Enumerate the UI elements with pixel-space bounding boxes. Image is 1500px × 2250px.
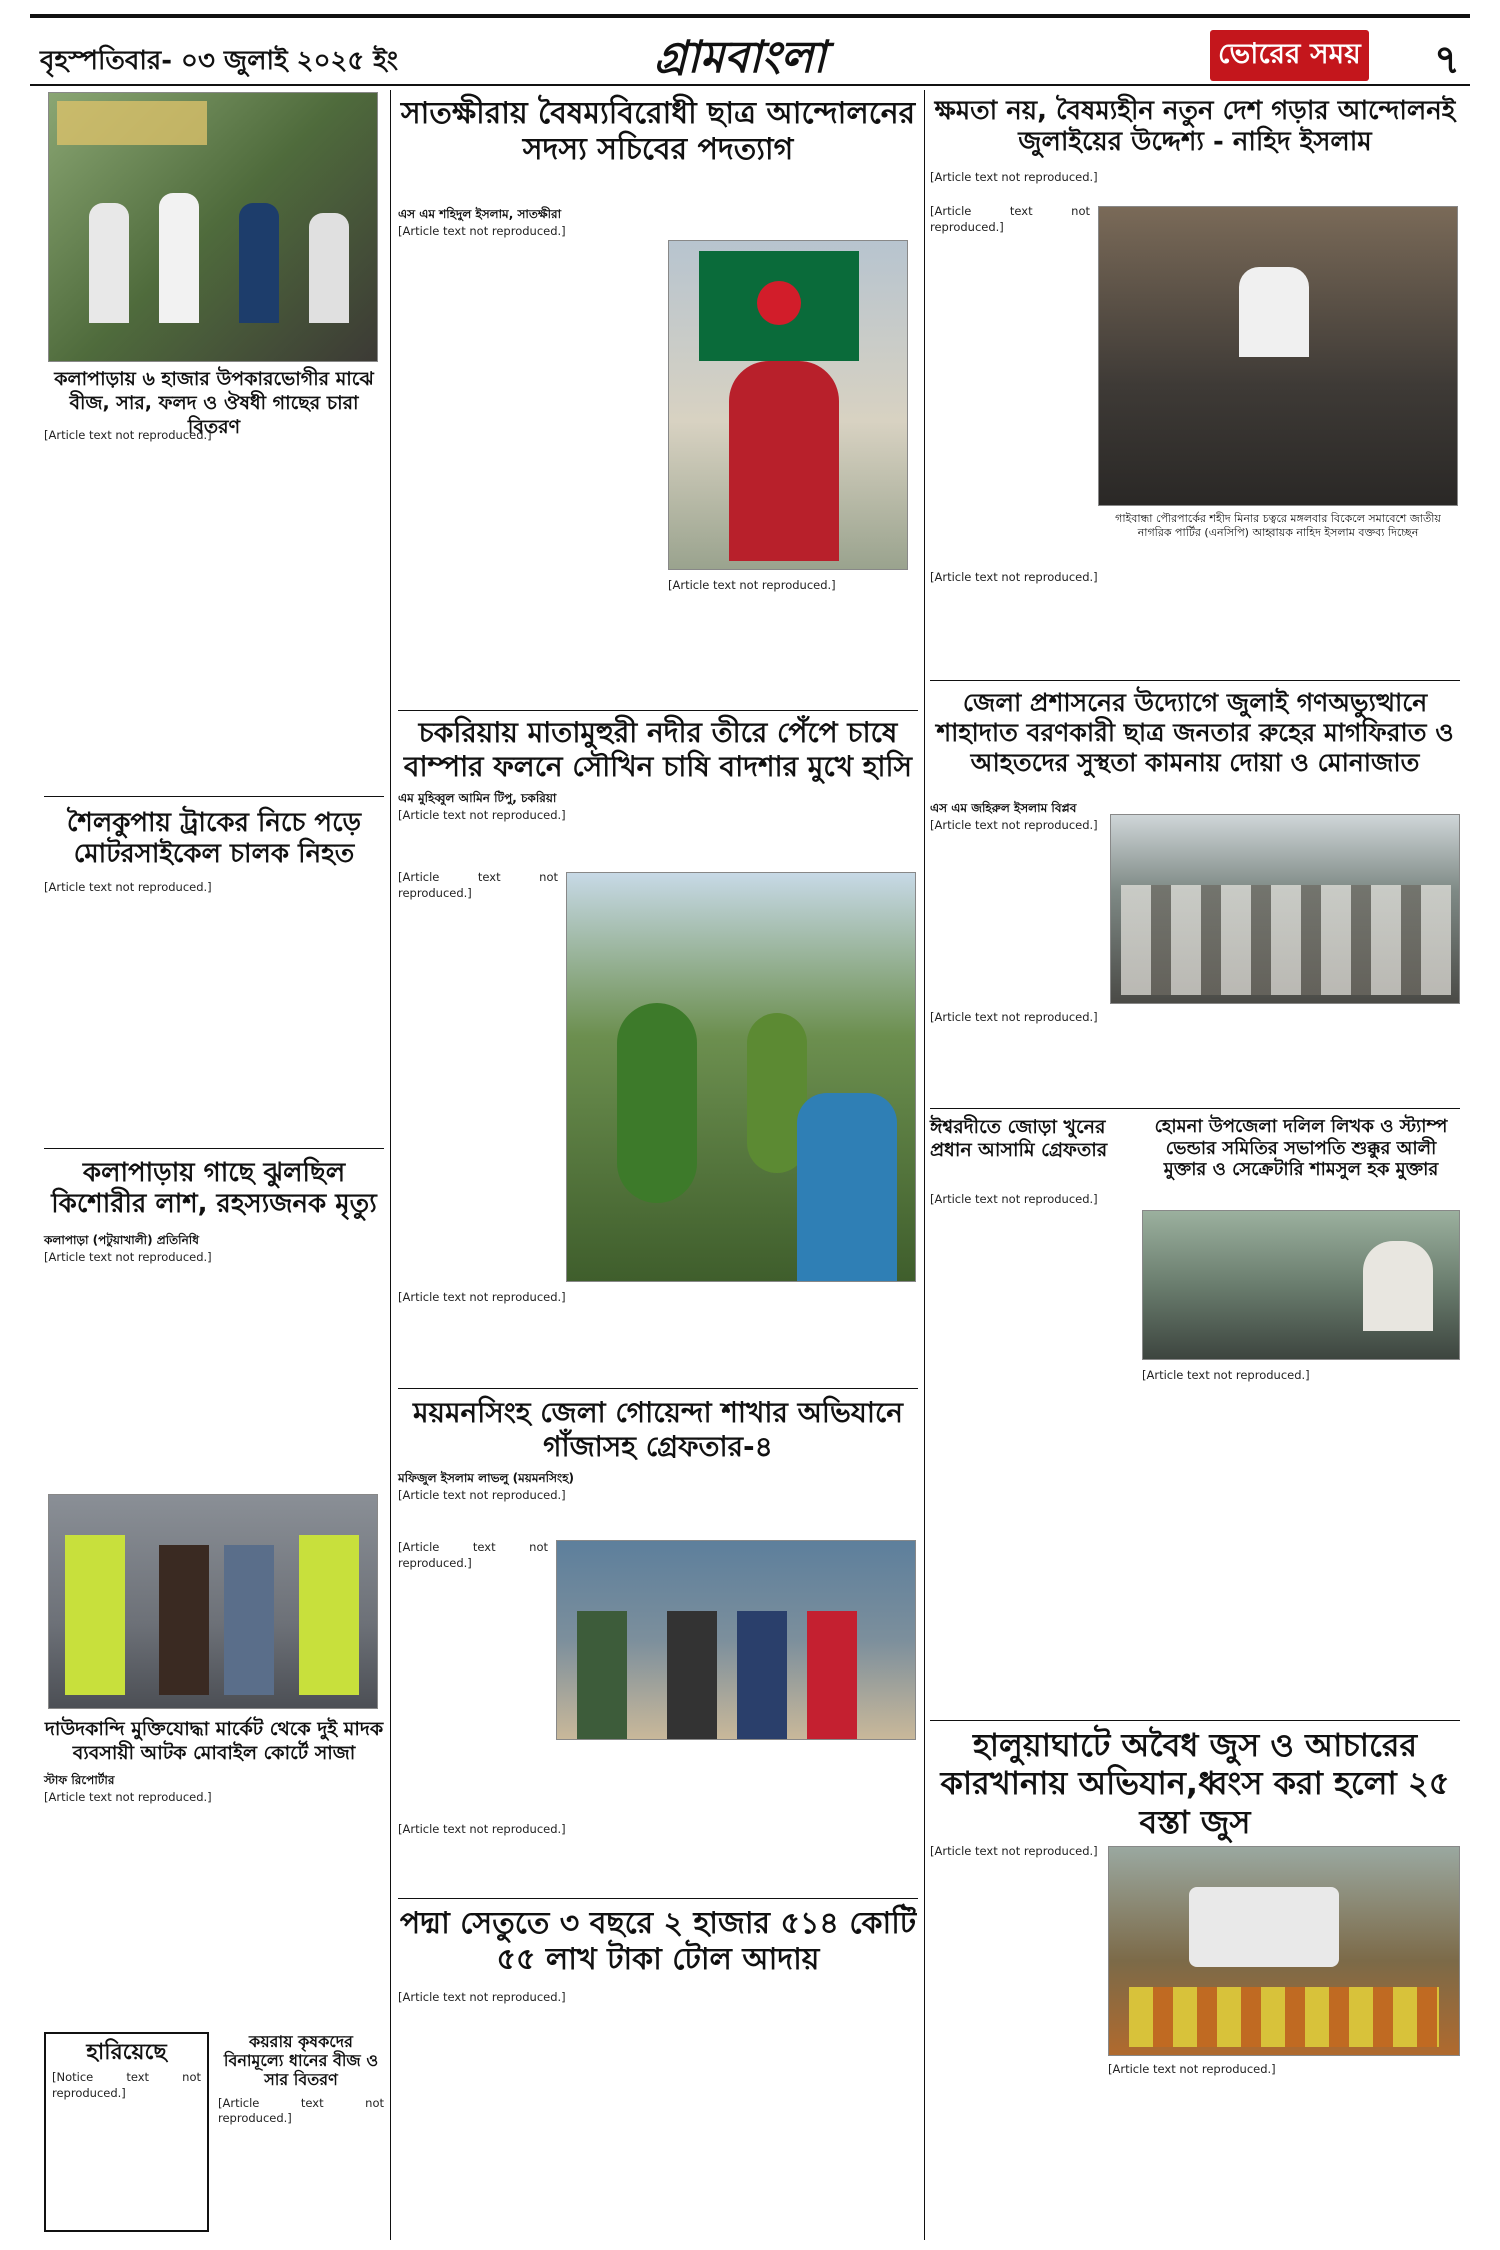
nahid-headline: ক্ষমতা নয়, বৈষম্যহীন নতুন দেশ গড়ার আন্দোলনই জুলাইয়ের উদ্দেশ্য - নাহিদ ইসলাম (934, 96, 1456, 158)
padma-body: [Article text not reproduced.] (398, 1990, 566, 2004)
top-rule (30, 14, 1470, 18)
nahid-body-end: [Article text not reproduced.] (930, 570, 1098, 584)
karai-article (218, 2032, 384, 2232)
mymensingh-headline: ময়মনসিংহ জেলা গোয়েন্দা শাখার অভিযানে গাঁজাসহ গ্রেফতার-৪ (412, 1396, 904, 1463)
issue-date: বৃহস্পতিবার- ০৩ জুলাই ২০২৫ ইং (40, 46, 399, 76)
chakaria-body-col1: [Article text not reproduced.] (398, 870, 558, 900)
divider (930, 1720, 1460, 1721)
satkhira-byline: এস এম শহিদুল ইসলাম, সাতক্ষীরা (398, 207, 562, 221)
haluaghat-body-col1: [Article text not reproduced.] (930, 1844, 1098, 1858)
district-photo (1110, 814, 1460, 1004)
divider (930, 1108, 1460, 1109)
column-rule (924, 90, 925, 2240)
mymensingh-byline: মফিজুল ইসলাম লাভলু (ময়মনসিংহ) (398, 1471, 574, 1485)
satkhira-body-col1: [Article text not reproduced.] (398, 224, 566, 238)
logo-wordmark: ভোরের সময় (1210, 30, 1369, 81)
chakaria-photo (566, 872, 916, 1282)
karai-body: [Article text not reproduced.] (218, 2095, 384, 2126)
district-body-col1: [Article text not reproduced.] (930, 818, 1098, 832)
ishwardi-headline: ঈশ্বরদীতে জোড়া খুনের প্রধান আসামি গ্রেফতার (930, 1116, 1108, 1161)
kalapara-photo (48, 92, 378, 362)
daudkandi-body: [Article text not reproduced.] (44, 1790, 212, 1804)
mymensingh-body-intro: [Article text not reproduced.] (398, 1488, 566, 1502)
missing-notice (44, 2032, 209, 2232)
chakaria-body-intro: [Article text not reproduced.] (398, 808, 566, 822)
shailkupa-body: [Article text not reproduced.] (44, 880, 212, 894)
satkhira-body-col2: [Article text not reproduced.] (668, 578, 836, 592)
divider (398, 1898, 918, 1899)
kalapara-body: [Article text not reproduced.] (44, 428, 212, 442)
section-title: গ্রামবাংলা (654, 32, 826, 83)
daudkandi-byline: স্টাফ রিপোর্টার (44, 1773, 115, 1787)
haluaghat-body-col2: [Article text not reproduced.] (1108, 2062, 1276, 2076)
divider (44, 796, 384, 797)
divider (398, 1388, 918, 1389)
chakaria-headline: চকরিয়ায় মাতামুহুরী নদীর তীরে পেঁপে চাষে বাম্পার ফলনে সৌখিন চাষি বাদশার মুখে হাসি (403, 716, 913, 783)
shailkupa-headline: শৈলকুপায় ট্রাকের নিচে পড়ে মোটরসাইকেল চালক নিহত (66, 808, 362, 870)
column-rule (390, 90, 391, 2240)
district-body-end: [Article text not reproduced.] (930, 1010, 1098, 1024)
homna-headline: হোমনা উপজেলা দলিল লিখক ও স্ট্যাম্প ভেন্ডার সমিতির সভাপতি শুক্কুর আলী মুক্তার ও সেক্রেটারি শামসুল হক মুক্তার (1154, 1116, 1448, 1181)
missing-title: হারিয়েছে (86, 2040, 167, 2065)
missing-body: [Notice text not reproduced.] (52, 2070, 201, 2100)
homna-body: [Article text not reproduced.] (1142, 1368, 1310, 1382)
kalapara-lash-byline: কলাপাড়া (পটুয়াখালী) প্রতিনিধি (44, 1233, 199, 1247)
chakaria-body-end: [Article text not reproduced.] (398, 1290, 566, 1304)
haluaghat-headline: হালুয়াঘাটে অবৈধ জুস ও আচারের কারখানায় অভিযান,ধ্বংস করা হলো ২৫ বস্তা জুস (940, 1726, 1450, 1841)
kalapara-lash-headline: কলাপাড়ায় গাছে ঝুলছিল কিশোরীর লাশ, রহস্যজনক মৃত্যু (51, 1158, 377, 1220)
mymensingh-body-col1: [Article text not reproduced.] (398, 1540, 548, 1570)
satkhira-headline: সাতক্ষীরায় বৈষম্যবিরোধী ছাত্র আন্দোলনের সদস্য সচিবের পদত্যাগ (400, 96, 916, 167)
newspaper-logo (1210, 30, 1369, 81)
haluaghat-photo (1108, 1846, 1460, 2056)
divider (398, 710, 918, 711)
padma-headline: পদ্মা সেতুতে ৩ বছরে ২ হাজার ৫১৪ কোটি ৫৫ লাখ টাকা টোল আদায় (399, 1906, 917, 1977)
chakaria-byline: এম মুহিব্বুল আমিন টিপু, চকরিয়া (398, 791, 557, 805)
masthead-rule (30, 84, 1470, 86)
divider (44, 1148, 384, 1149)
karai-headline: কয়রায় কৃষকদের বিনামূল্যে ধানের বীজ ও সার বিতরণ (223, 2032, 379, 2090)
divider (930, 680, 1460, 681)
mymensingh-body-end: [Article text not reproduced.] (398, 1822, 566, 1836)
daudkandi-caption: দাউদকান্দি মুক্তিযোদ্ধা মার্কেট থেকে দুই মাদক ব্যবসায়ী আটক মোবাইল কোর্টে সাজা (44, 1718, 384, 1764)
daudkandi-photo (48, 1494, 378, 1709)
nahid-body-intro: [Article text not reproduced.] (930, 170, 1098, 184)
ishwardi-body: [Article text not reproduced.] (930, 1192, 1098, 1206)
mymensingh-photo (556, 1540, 916, 1740)
nahid-caption: গাইবান্ধা পৌরপার্কের শহীদ মিনার চত্বরে মঙ্গলবার বিকেলে সমাবেশে জাতীয় নাগরিক পার্টির (এনসিপি) আহ্বায়ক নাহিদ ইসলাম বক্তব্য দিচ্ছেন (1115, 512, 1441, 539)
satkhira-photo (668, 240, 908, 570)
page-number: ৭ (1433, 37, 1460, 83)
kalapara-lash-body: [Article text not reproduced.] (44, 1250, 212, 1264)
nahid-body-col1: [Article text not reproduced.] (930, 204, 1090, 234)
nahid-photo (1098, 206, 1458, 506)
kalapara-caption: কলাপাড়ায় ৬ হাজার উপকারভোগীর মাঝে বীজ, সার, ফলদ ও ঔষধী গাছের চারা বিতরণ (54, 368, 374, 438)
district-headline: জেলা প্রশাসনের উদ্যোগে জুলাই গণঅভ্যুত্থানে শাহাদাত বরণকারী ছাত্র জনতার রুহের মাগফিরাত ও আহতদের সুস্থতা কামনায় দোয়া ও মোনাজাত (936, 688, 1454, 777)
district-byline: এস এম জহিরুল ইসলাম বিপ্লব (930, 801, 1077, 815)
homna-photo (1142, 1210, 1460, 1360)
